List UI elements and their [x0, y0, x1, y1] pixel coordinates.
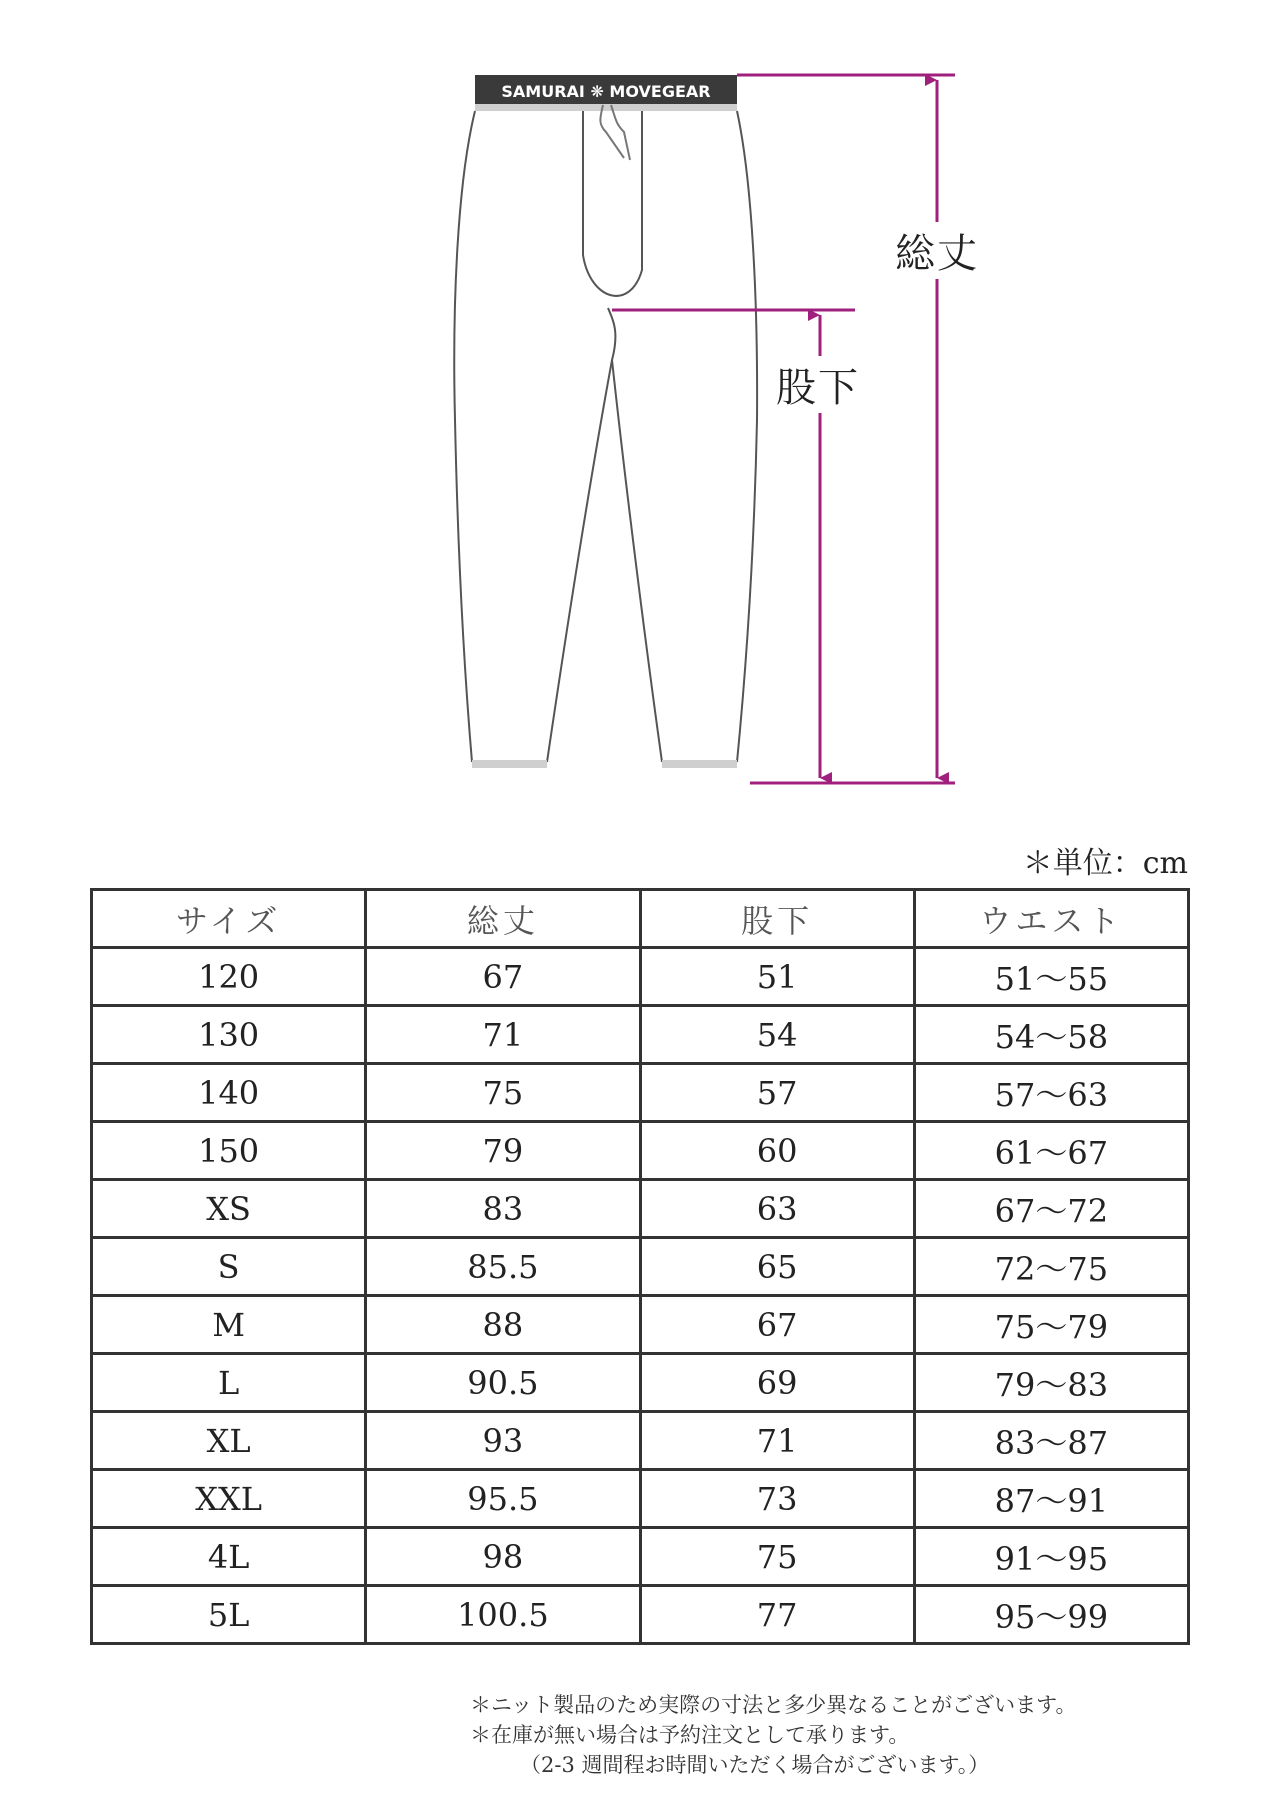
header-total-length: 総丈 [366, 890, 640, 948]
table-row [92, 1412, 1189, 1470]
cell-waist: 87〜91 [914, 1470, 1188, 1528]
cell-total-length: 90.5 [366, 1354, 640, 1412]
cell-total-length: 95.5 [366, 1470, 640, 1528]
total-length-label: 総丈 [895, 222, 979, 279]
note-knit: ＊ニット製品のため実際の寸法と多少異なることがございます。 [470, 1693, 1077, 1717]
cell-waist: 51〜55 [914, 948, 1188, 1006]
cell-inseam: 63 [640, 1180, 914, 1238]
cell-size: L [92, 1354, 366, 1412]
table-row [92, 1354, 1189, 1412]
note-lead-time: （2-3 週間程お時間いただく場合がございます。） [520, 1753, 990, 1777]
unit-note: ＊単位：cm [1022, 846, 1188, 881]
cell-total-length: 75 [366, 1064, 640, 1122]
table-row [92, 1238, 1189, 1296]
cell-inseam: 60 [640, 1122, 914, 1180]
cell-inseam: 69 [640, 1354, 914, 1412]
header-size: サイズ [92, 890, 366, 948]
waistband [475, 75, 737, 111]
note-preorder: ＊在庫が無い場合は予約注文として承ります。 [470, 1723, 910, 1747]
cell-total-length: 98 [366, 1528, 640, 1586]
table-body [92, 948, 1189, 1644]
size-table [90, 888, 1190, 1645]
table-row [92, 1180, 1189, 1238]
cell-size: 130 [92, 1006, 366, 1064]
cell-total-length: 88 [366, 1296, 640, 1354]
cell-size: 5L [92, 1586, 366, 1644]
cell-waist: 79〜83 [914, 1354, 1188, 1412]
cell-inseam: 65 [640, 1238, 914, 1296]
cell-inseam: 73 [640, 1470, 914, 1528]
cell-total-length: 93 [366, 1412, 640, 1470]
cell-waist: 72〜75 [914, 1238, 1188, 1296]
cell-size: 140 [92, 1064, 366, 1122]
table-row [92, 1470, 1189, 1528]
cell-inseam: 51 [640, 948, 914, 1006]
cell-total-length: 100.5 [366, 1586, 640, 1644]
brand-logo-text: SAMURAI ❋ MOVEGEAR [501, 82, 711, 101]
total-length-dimension [737, 75, 955, 783]
header-waist: ウエスト [914, 890, 1188, 948]
cell-total-length: 85.5 [366, 1238, 640, 1296]
table-row [92, 1296, 1189, 1354]
cell-size: M [92, 1296, 366, 1354]
cell-total-length: 79 [366, 1122, 640, 1180]
cell-waist: 54〜58 [914, 1006, 1188, 1064]
cell-size: XS [92, 1180, 366, 1238]
pants-diagram [0, 0, 1280, 800]
header-inseam: 股下 [640, 890, 914, 948]
cell-waist: 67〜72 [914, 1180, 1188, 1238]
cell-waist: 91〜95 [914, 1528, 1188, 1586]
cell-size: 120 [92, 948, 366, 1006]
cell-size: XL [92, 1412, 366, 1470]
cell-total-length: 71 [366, 1006, 640, 1064]
cell-waist: 61〜67 [914, 1122, 1188, 1180]
cell-inseam: 67 [640, 1296, 914, 1354]
cell-inseam: 57 [640, 1064, 914, 1122]
table-row [92, 1586, 1189, 1644]
pants-outline [454, 111, 757, 762]
cell-size: S [92, 1238, 366, 1296]
cell-waist: 75〜79 [914, 1296, 1188, 1354]
cell-inseam: 54 [640, 1006, 914, 1064]
drawstring [600, 105, 630, 160]
cell-inseam: 75 [640, 1528, 914, 1586]
cell-size: XXL [92, 1470, 366, 1528]
cell-size: 4L [92, 1528, 366, 1586]
leg-cuffs [472, 760, 737, 768]
cell-inseam: 77 [640, 1586, 914, 1644]
cell-total-length: 83 [366, 1180, 640, 1238]
cell-waist: 95〜99 [914, 1586, 1188, 1644]
inseam-label: 股下 [776, 356, 860, 413]
table-row [92, 1006, 1189, 1064]
cell-inseam: 71 [640, 1412, 914, 1470]
table-row [92, 1064, 1189, 1122]
table-row [92, 1122, 1189, 1180]
table-row [92, 948, 1189, 1006]
table-row [92, 1528, 1189, 1586]
notes [470, 1690, 1076, 1780]
table-header-row [92, 890, 1189, 948]
cell-total-length: 67 [366, 948, 640, 1006]
cell-size: 150 [92, 1122, 366, 1180]
cell-waist: 57〜63 [914, 1064, 1188, 1122]
cell-waist: 83〜87 [914, 1412, 1188, 1470]
